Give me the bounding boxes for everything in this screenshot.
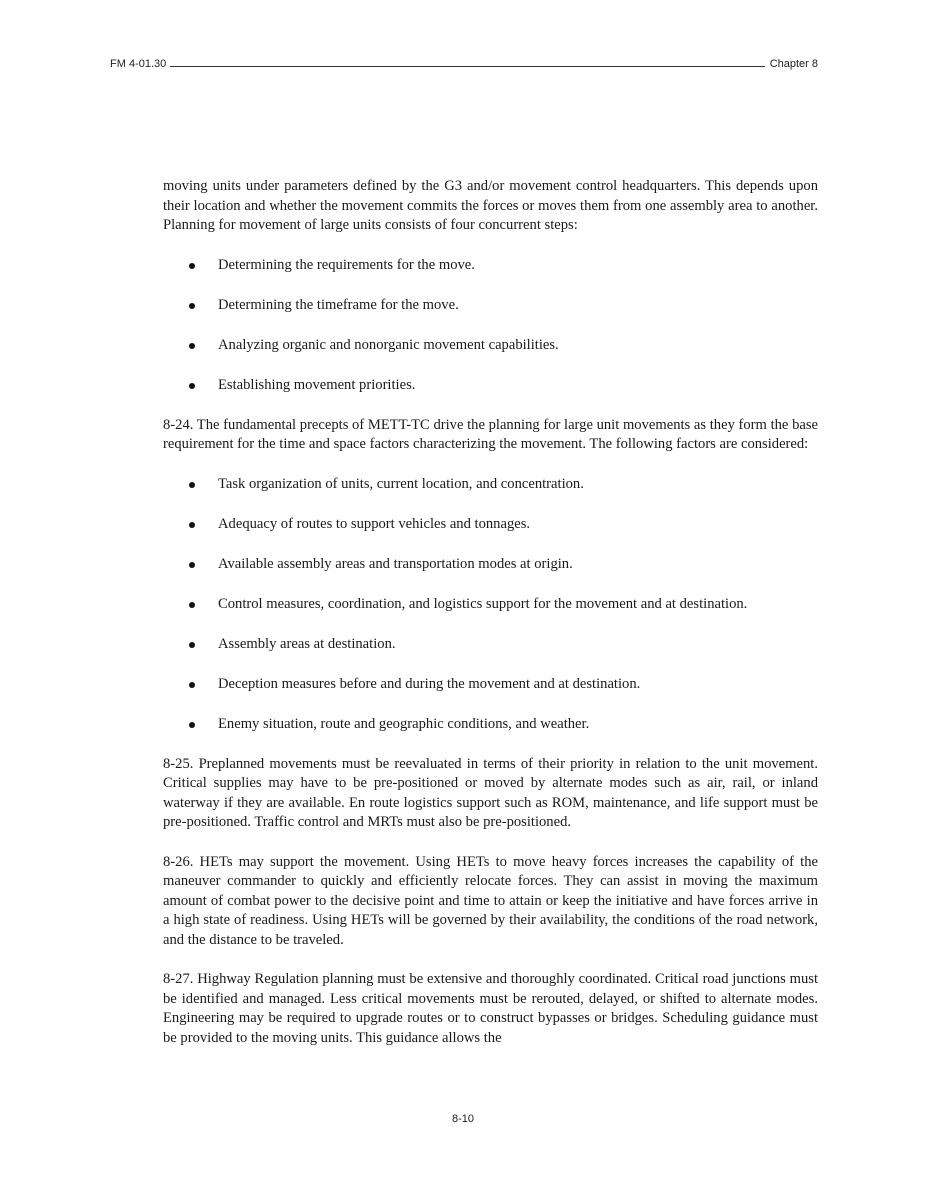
bullet-icon	[189, 263, 195, 269]
bullet-icon	[189, 722, 195, 728]
header-rule	[170, 66, 764, 67]
list-item: Deception measures before and during the movement and at destination.	[163, 675, 818, 695]
body-text	[163, 177, 818, 1048]
page-footer	[0, 1113, 926, 1125]
factors-list	[163, 475, 818, 735]
chapter-label: Chapter 8	[769, 58, 818, 70]
intro-paragraph: moving units under parameters defined by the G3 and/or movement control headquarters. This depends upon their location and whether the movement commits the forces or moves them from one assembly area to another. Planning for movement of large units consists of four concurrent steps:	[163, 178, 818, 233]
list-item: Enemy situation, route and geographic conditions, and weather.	[163, 715, 818, 735]
document-id: FM 4-01.30	[110, 58, 167, 70]
bullet-icon	[189, 562, 195, 568]
page-number: 8-10	[451, 1113, 475, 1125]
list-item: Adequacy of routes to support vehicles and tonnages.	[163, 515, 818, 535]
bullet-icon	[189, 602, 195, 608]
paragraph-8-25: 8-25. Preplanned movements must be reevaluated in terms of their priority in relation to the unit movement. Critical supplies may have to be pre-positioned or moved by alternate modes such as air, rail, or inland waterway if they are available. En route logistics support such as ROM, maintenance, and life support must be pre-positioned. Traffic control and MRTs must also be pre-positioned.	[163, 755, 818, 830]
list-item: Determining the requirements for the move.	[163, 256, 818, 276]
list-item: Task organization of units, current location, and concentration.	[163, 475, 818, 495]
bullet-icon	[189, 682, 195, 688]
paragraph-8-26: 8-26. HETs may support the movement. Using HETs to move heavy forces increases the capability of the maneuver commander to quickly and efficiently relocate forces. They can assist in moving the maximum amount of combat power to the decisive point and time to attain or keep the initiative and have forces arrive in a high state of readiness. Using HETs will be governed by their availability, the conditions of the road network, and the distance to be traveled.	[163, 853, 818, 948]
bullet-icon	[189, 343, 195, 349]
list-item: Analyzing organic and nonorganic movement capabilities.	[163, 336, 818, 356]
bullet-icon	[189, 482, 195, 488]
list-item: Control measures, coordination, and logistics support for the movement and at destination.	[163, 595, 818, 615]
list-item: Determining the timeframe for the move.	[163, 296, 818, 316]
paragraph-8-27: 8-27. Highway Regulation planning must be extensive and thoroughly coordinated. Critical road junctions must be identified and managed. Less critical movements must be rerouted, delayed, or shifted to alternate modes. Engineering may be required to upgrade routes or to construct bypasses or bridges. Scheduling guidance must be provided to the moving units. This guidance allows the	[163, 971, 818, 1046]
list-item: Available assembly areas and transportation modes at origin.	[163, 555, 818, 575]
page-header	[110, 54, 818, 70]
steps-list	[163, 256, 818, 396]
paragraph-8-24: 8-24. The fundamental precepts of METT-TC drive the planning for large unit movements as they form the base requirement for the time and space factors characterizing the movement. The following factors are considered:	[163, 416, 818, 452]
list-item: Assembly areas at destination.	[163, 635, 818, 655]
bullet-icon	[189, 642, 195, 648]
bullet-icon	[189, 522, 195, 528]
bullet-icon	[189, 383, 195, 389]
list-item: Establishing movement priorities.	[163, 376, 818, 396]
bullet-icon	[189, 303, 195, 309]
